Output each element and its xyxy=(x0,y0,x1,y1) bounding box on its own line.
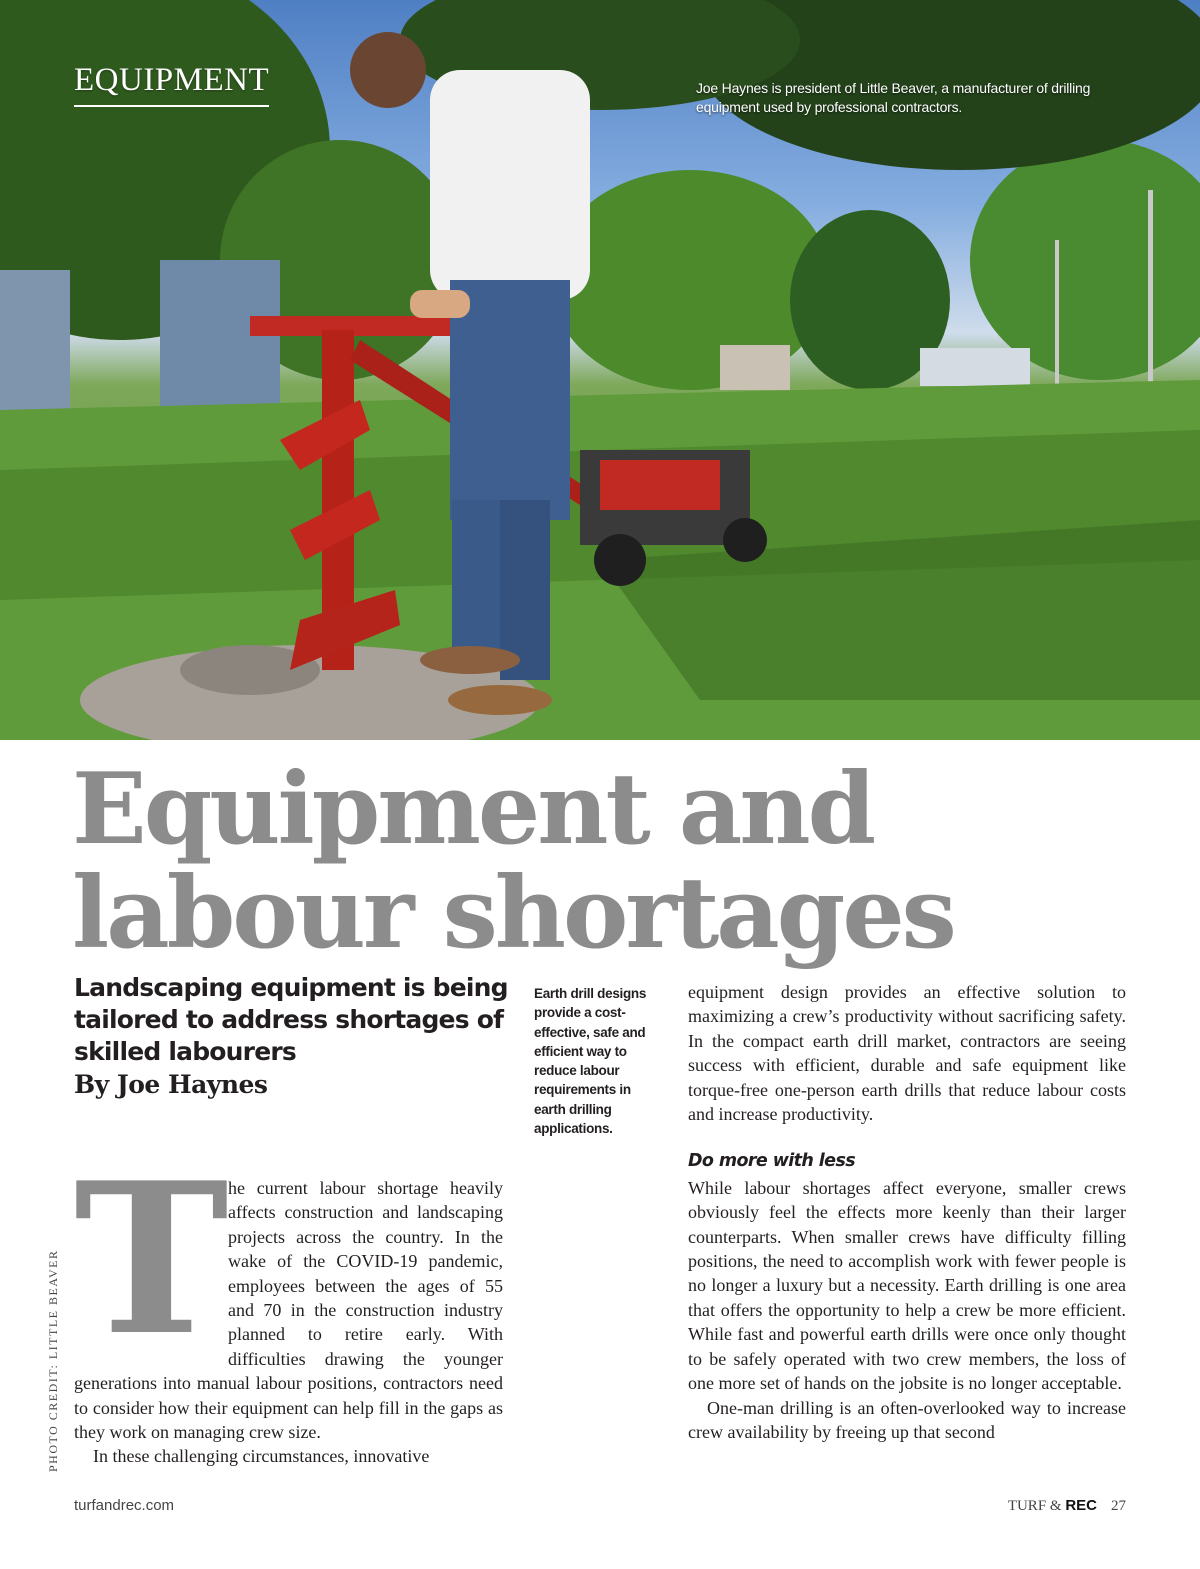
article-paragraph-1-text: he current labour shortage heavily affects construction and landscaping projects across the country. In the wake of the COVID-19 pandemic, employees between the ages of 55 and 70 in the construction industry planned to retire early. With difficulties drawing the younger generations into manual labour positions, contractors need to consider how their equipment can help fill in the gaps as they work on managing crew size. xyxy=(74,1178,503,1443)
drop-cap: T xyxy=(74,1138,229,1382)
article-paragraph-2-continued: equipment design provides an effective solution to maximizing a crew’s productivity without sacrificing safety. In the compact earth drill market, contractors are seeing success with efficient, durable and safe equipment like torque-free one-person earth drills that reduce labour costs and increase productivity. xyxy=(688,982,1126,1125)
section-label: EQUIPMENT xyxy=(74,62,269,107)
footer-magazine xyxy=(1008,1497,1126,1515)
footer-magazine-prefix: TURF & xyxy=(1007,1498,1066,1514)
pull-quote: Earth drill designs provide a cost-effective, safe and efficient way to reduce labour requirements in earth drilling applications. xyxy=(534,986,647,1137)
footer-magazine-suffix: REC xyxy=(1065,1497,1097,1514)
article-paragraph-4: One-man drilling is an often-overlooked way to increase crew availability by freeing up that second xyxy=(688,1397,1126,1442)
article-column-right xyxy=(688,980,1126,1444)
article-paragraph-3: While labour shortages affect everyone, smaller crews obviously feel the effects more keenly than their larger counterparts. When smaller crews have difficulty filling positions, the need to accomplish work with fewer people is no longer a luxury but a necessity. Earth drilling is one area that offers the opportunity to help a crew be more efficient. While fast and powerful earth drills were once only thought to be safely operated with two crew members, the loss of one more set of hands on the jobsite is no longer acceptable. xyxy=(688,1177,1126,1394)
footer-website: turfandrec.com xyxy=(74,1497,175,1514)
byline: By Joe Haynes xyxy=(74,1070,268,1099)
headline-line-2: labour shortages xyxy=(72,856,954,971)
headline xyxy=(72,752,1152,971)
hero-photo xyxy=(0,0,1200,740)
deck: Landscaping equipment is being tailored to address shortages of skilled labourers xyxy=(74,973,508,1066)
article-column-left xyxy=(74,1138,503,1469)
article-subhead: Do more with less xyxy=(688,1151,856,1172)
article-paragraph-2: In these challenging circumstances, innovative xyxy=(93,1446,430,1467)
page-number: 27 xyxy=(1111,1498,1126,1514)
article-paragraph-1 xyxy=(74,1138,503,1444)
photo-credit: PHOTO CREDIT: LITTLE BEAVER xyxy=(46,1249,60,1472)
headline-line-1: Equipment and xyxy=(72,752,874,867)
photo-caption: Joe Haynes is president of Little Beaver, a manufacturer of drilling equipment used by professional contractors. xyxy=(696,80,1091,115)
